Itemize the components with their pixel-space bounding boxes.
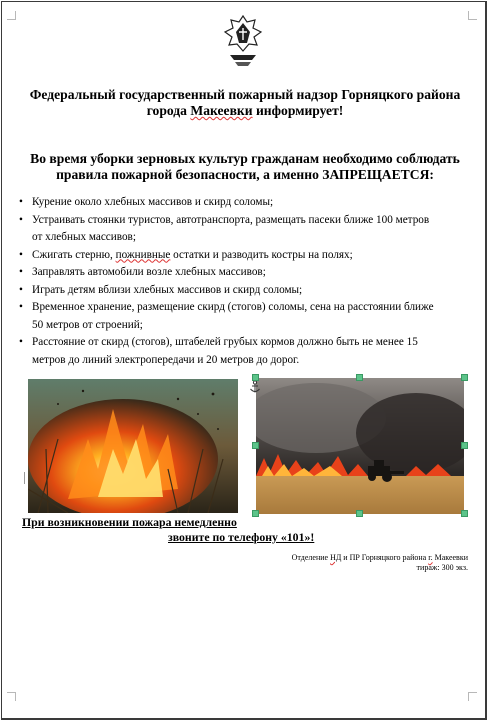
footer-line1 <box>292 553 468 563</box>
text-cursor <box>24 472 25 484</box>
rule-text-squiggly[interactable]: пожнивные <box>115 248 171 261</box>
rule-text: Заправлять автомобили возле хлебных массивов; <box>32 266 266 278</box>
harvest-field-fire-photo[interactable] <box>256 378 464 514</box>
field-fire-photo[interactable] <box>28 379 238 513</box>
footer-g[interactable]: г. <box>428 553 433 562</box>
header-title-line2-pre: города <box>146 103 191 118</box>
resize-handle-top-center[interactable] <box>356 374 363 381</box>
resize-handle-middle-left[interactable] <box>252 442 259 449</box>
resize-handle-top-right[interactable] <box>461 374 468 381</box>
header-title-line2 <box>14 103 476 119</box>
rules-heading-line1: Во время уборки зерновых культур гражданам необходимо соблюдать <box>30 151 460 166</box>
rule-text-line1: Устраивать стоянки туристов, автотранспорта, размещать пасеки ближе 100 метров <box>32 213 430 226</box>
rule-item <box>19 282 483 300</box>
footer-pre: Отделение <box>291 553 331 562</box>
rule-item <box>19 334 483 369</box>
footer-nd[interactable]: НД <box>330 553 342 562</box>
footer <box>292 553 468 573</box>
margin-corner-top-left <box>7 11 16 20</box>
rule-text: Играть детям вблизи хлебных массивов и скирд соломы; <box>32 283 303 296</box>
header-title <box>14 87 476 119</box>
header-title-line1: Федеральный государственный пожарный надзор Горняцкого района <box>29 87 461 102</box>
rule-text-line2: 50 метров от строений; <box>32 318 143 331</box>
rules-heading <box>14 151 476 183</box>
rule-item <box>19 194 483 212</box>
rule-text-line1: Временное хранение, размещение скирд (стогов) соломы, сена на расстоянии ближе <box>32 301 434 313</box>
margin-corner-bottom-right <box>468 692 477 701</box>
rule-text: Курение около хлебных массивов и скирд соломы; <box>32 196 274 208</box>
resize-handle-bottom-right[interactable] <box>461 510 468 517</box>
rule-item <box>19 247 483 265</box>
footer-circulation: тираж: 300 экз. <box>416 563 468 572</box>
rule-item <box>19 299 483 334</box>
anchor-icon[interactable] <box>249 380 261 394</box>
rules-heading-line2: правила пожарной безопасности, а именно ЗАПРЕЩАЕТСЯ: <box>56 167 434 182</box>
margin-corner-top-right <box>468 11 477 20</box>
rule-text-line2: от хлебных массивов; <box>32 231 136 243</box>
footer-mid: и ПР Горняцкого района <box>341 553 429 562</box>
emergency-call-line2: звоните по телефону «101»! <box>168 530 315 544</box>
rule-text-line2: метров до линий электропередачи и 20 метров до дорог. <box>32 353 300 366</box>
footer-city: Макеевки <box>432 553 468 562</box>
resize-handle-top-left[interactable] <box>252 374 259 381</box>
rule-item <box>19 264 483 282</box>
resize-handle-middle-right[interactable] <box>461 442 468 449</box>
header-title-city[interactable]: Макеевки <box>190 103 253 118</box>
rule-text-post: остатки и разводить костры на полях; <box>170 248 353 261</box>
mchs-emblem-icon[interactable] <box>223 14 263 68</box>
emergency-call-line1: При возникновении пожара немедленно <box>22 515 237 529</box>
rule-text-line1: Расстояние от скирд (стогов), штабелей грубых кормов должно быть не менее 15 <box>32 336 418 348</box>
header-title-line2-post: информирует! <box>252 103 344 118</box>
resize-handle-bottom-center[interactable] <box>356 510 363 517</box>
rule-text-pre: Сжигать стерню, <box>32 248 116 261</box>
margin-corner-bottom-left <box>7 692 16 701</box>
rules-list <box>19 194 483 369</box>
resize-handle-bottom-left[interactable] <box>252 510 259 517</box>
rule-item <box>19 212 483 247</box>
